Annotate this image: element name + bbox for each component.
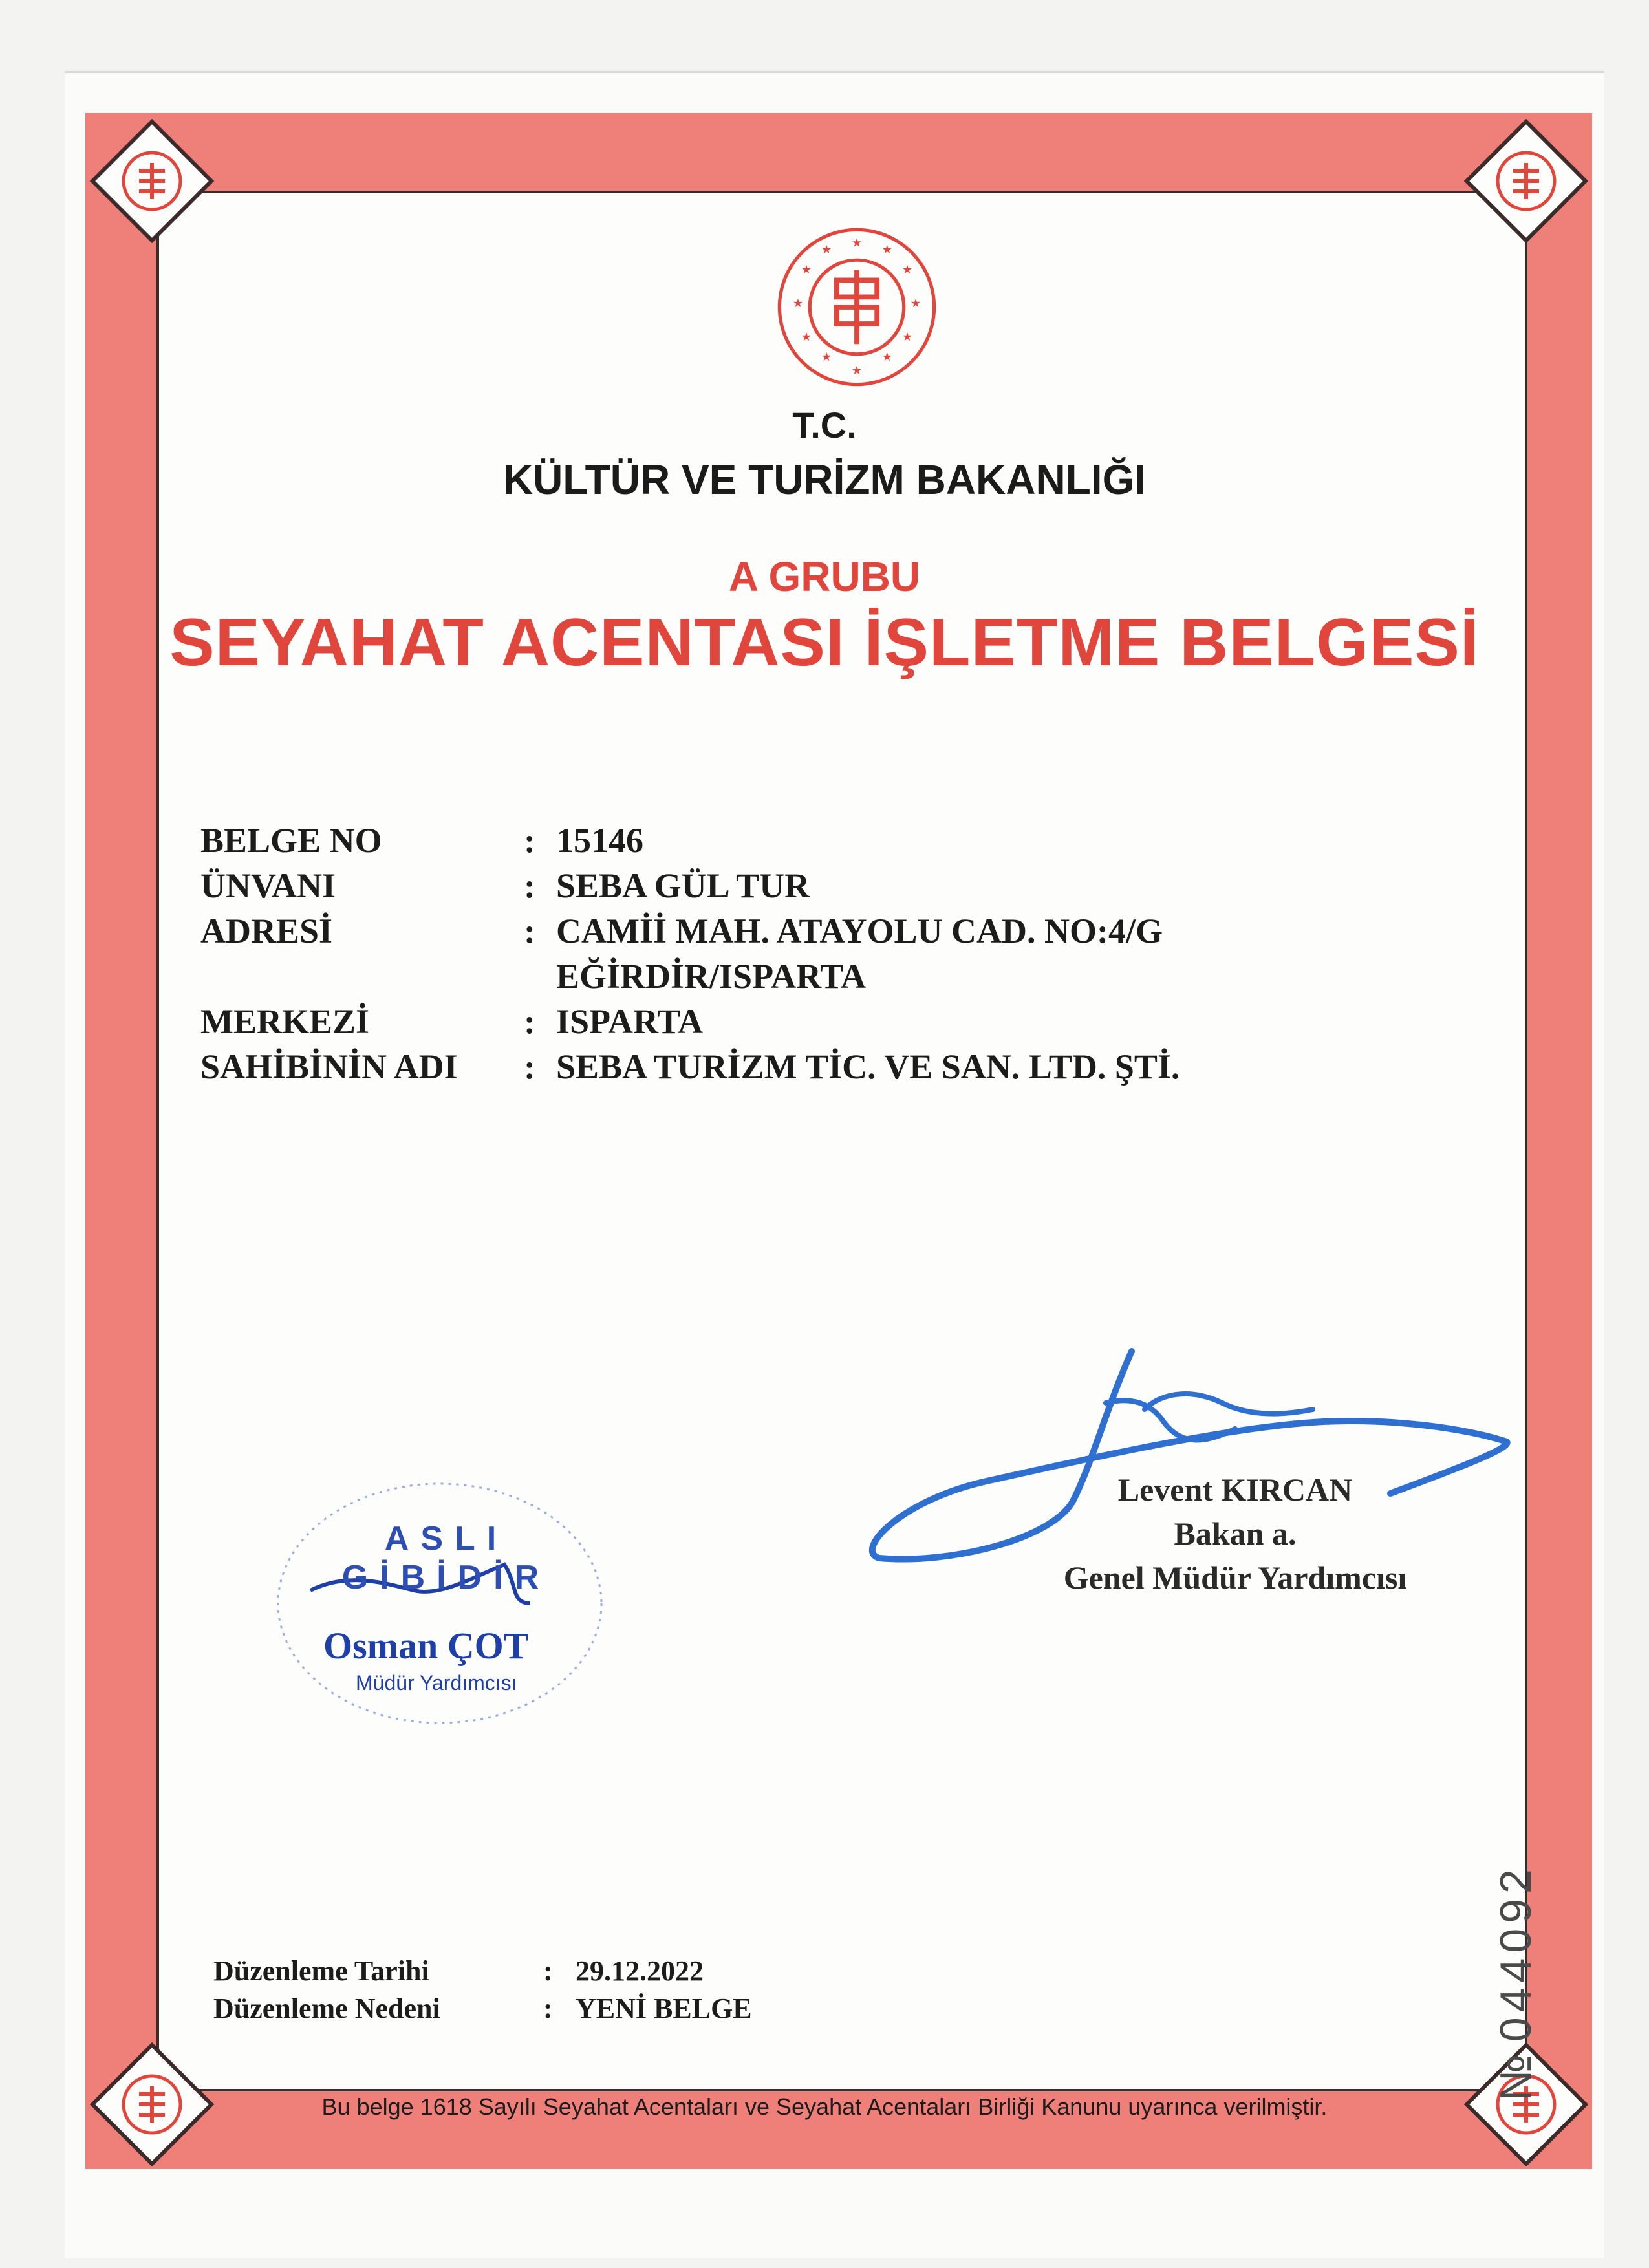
field-label: ADRESİ — [200, 912, 333, 950]
ministry-heading: KÜLTÜR VE TURİZM BAKANLIĞI — [502, 456, 1147, 503]
group-heading: A GRUBU — [728, 553, 921, 600]
field-label: MERKEZİ — [200, 1002, 370, 1041]
svg-text:★: ★ — [801, 263, 812, 277]
stamp-name: Osman ÇOT — [323, 1625, 529, 1667]
stamp-title: Müdür Yardımcısı — [356, 1671, 517, 1695]
svg-text:★: ★ — [801, 330, 812, 344]
document-title: SEYAHAT ACENTASI İŞLETME BELGESİ — [169, 605, 1480, 680]
field-colon: : — [524, 821, 535, 860]
issue-reason-label: Düzenleme Nedeni — [213, 1993, 440, 2024]
field-colon: : — [543, 1993, 553, 2024]
field-label: BELGE NO — [200, 821, 382, 860]
corner-ornament-icon — [1461, 116, 1591, 246]
signatory-block — [1009, 1468, 1461, 1599]
serial-prefix: № — [1491, 2054, 1540, 2101]
field-value: ISPARTA — [556, 1002, 704, 1041]
signatory-title: Genel Müdür Yardımcısı — [1063, 1559, 1407, 1596]
field-colon: : — [524, 866, 535, 905]
field-row-belge-no — [200, 818, 1591, 863]
field-colon: : — [543, 1955, 553, 1987]
corner-ornament-icon — [87, 116, 217, 246]
issue-date-value: 29.12.2022 — [576, 1955, 704, 1987]
issue-reason-row — [213, 1990, 752, 2027]
signatory-on-behalf: Bakan a. — [1174, 1515, 1297, 1552]
field-value: SEBA TURİZM TİC. VE SAN. LTD. ŞTİ. — [556, 1047, 1180, 1086]
serial-number — [1491, 1864, 1541, 2101]
ministry-emblem-icon — [773, 223, 941, 391]
field-value: 15146 — [556, 821, 643, 860]
field-colon: : — [524, 912, 535, 950]
field-label: ÜNVANI — [200, 866, 336, 905]
svg-text:★: ★ — [881, 350, 892, 365]
address-line-2: EĞİRDİR/ISPARTA — [556, 957, 867, 996]
field-row-adresi — [200, 908, 1591, 999]
svg-text:★: ★ — [901, 330, 913, 344]
issue-date-row — [213, 1952, 752, 1990]
svg-text:★: ★ — [851, 236, 863, 250]
svg-text:★: ★ — [792, 297, 804, 310]
field-colon: : — [524, 1047, 535, 1086]
svg-text:★: ★ — [851, 364, 863, 378]
issue-reason-value: YENİ BELGE — [576, 1993, 752, 2024]
field-row-unvani — [200, 863, 1591, 908]
state-heading: T.C. — [792, 405, 857, 445]
field-colon: : — [524, 1002, 535, 1041]
svg-text:★: ★ — [901, 263, 913, 277]
certificate-fields — [200, 818, 1591, 1089]
svg-text:★: ★ — [881, 242, 892, 257]
field-row-sahibinin-adi — [200, 1044, 1591, 1089]
serial-value: 044092 — [1491, 1864, 1540, 2042]
svg-text:★: ★ — [821, 242, 832, 257]
legal-footer: Bu belge 1618 Sayılı Seyahat Acentaları ve Seyahat Acentaları Birliği Kanunu uyarınca verilmiştir. — [321, 2093, 1328, 2120]
svg-text:★: ★ — [821, 350, 832, 365]
issue-info — [213, 1952, 752, 2027]
issue-date-label: Düzenleme Tarihi — [213, 1955, 429, 1987]
svg-text:★: ★ — [910, 297, 921, 310]
signatory-name: Levent KIRCAN — [1117, 1471, 1353, 1508]
field-label: SAHİBİNİN ADI — [200, 1047, 458, 1086]
field-value: SEBA GÜL TUR — [556, 866, 810, 905]
certified-copy-stamp — [259, 1474, 621, 1733]
address-line-1: CAMİİ MAH. ATAYOLU CAD. NO:4/G — [556, 912, 1163, 950]
field-row-merkezi — [200, 999, 1591, 1044]
field-value — [556, 908, 1591, 999]
stamp-label: ASLI GİBİDİR — [341, 1520, 551, 1596]
